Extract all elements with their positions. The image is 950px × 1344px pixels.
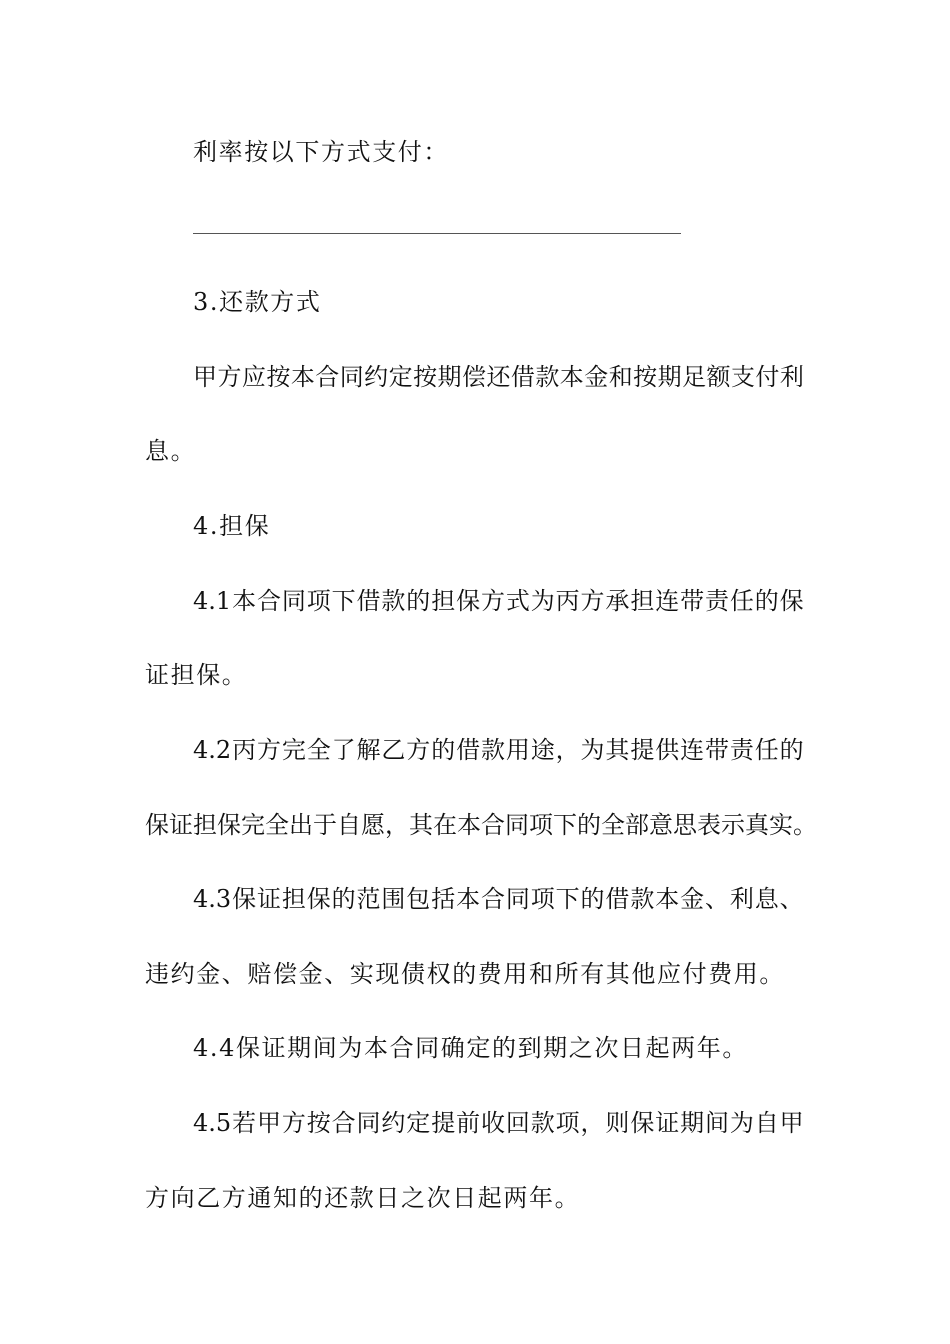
- clause-4-5-line-1: 4.5 若 甲 方 按 合 同 约 定 提 前 收 回 款 项 ， 则 保 证 期 间 为 自 甲: [193, 1109, 804, 1137]
- clause-4-3-line-2: 违约金、赔偿金、实现债权的费用和所有其他应付费用。: [145, 960, 785, 988]
- clause-4-4: 4.4保证期间为本合同确定的到期之次日起两年。: [193, 1034, 748, 1062]
- clause-4-2-line-2: 保 证 担 保 完 全 出 于 自 愿 ， 其 在 本 合 同 项 下 的 全 部 意 思 表 示 真 实 。: [145, 811, 817, 839]
- section-4-title: 4.担保: [193, 512, 271, 540]
- section-3-body-line-2: 息。: [145, 437, 197, 465]
- clause-4-2-line-1: 4.2 丙 方 完 全 了 解 乙 方 的 借 款 用 途 ， 为 其 提 供 连 带 责 任 的: [193, 736, 804, 764]
- clause-4-5-line-2: 方向乙方通知的还款日之次日起两年。: [145, 1184, 581, 1212]
- section-3-body-line-1: 甲 方 应 按 本 合 同 约 定 按 期 偿 还 借 款 本 金 和 按 期 足 额 支 付 利: [193, 363, 804, 391]
- section-3-title: 3.还款方式: [193, 288, 322, 316]
- blank-fill-line: [193, 233, 681, 234]
- clause-4-1-line-2: 证担保。: [145, 661, 248, 689]
- clause-4-3-line-1: 4.3 保 证 担 保 的 范 围 包 括 本 合 同 项 下 的 借 款 本 金 、 利 息 、: [193, 885, 804, 913]
- clause-4-1-line-1: 4.1 本 合 同 项 下 借 款 的 担 保 方 式 为 丙 方 承 担 连 带 责 任 的 保: [193, 587, 804, 615]
- interest-payment-line: 利率按以下方式支付：: [193, 138, 449, 166]
